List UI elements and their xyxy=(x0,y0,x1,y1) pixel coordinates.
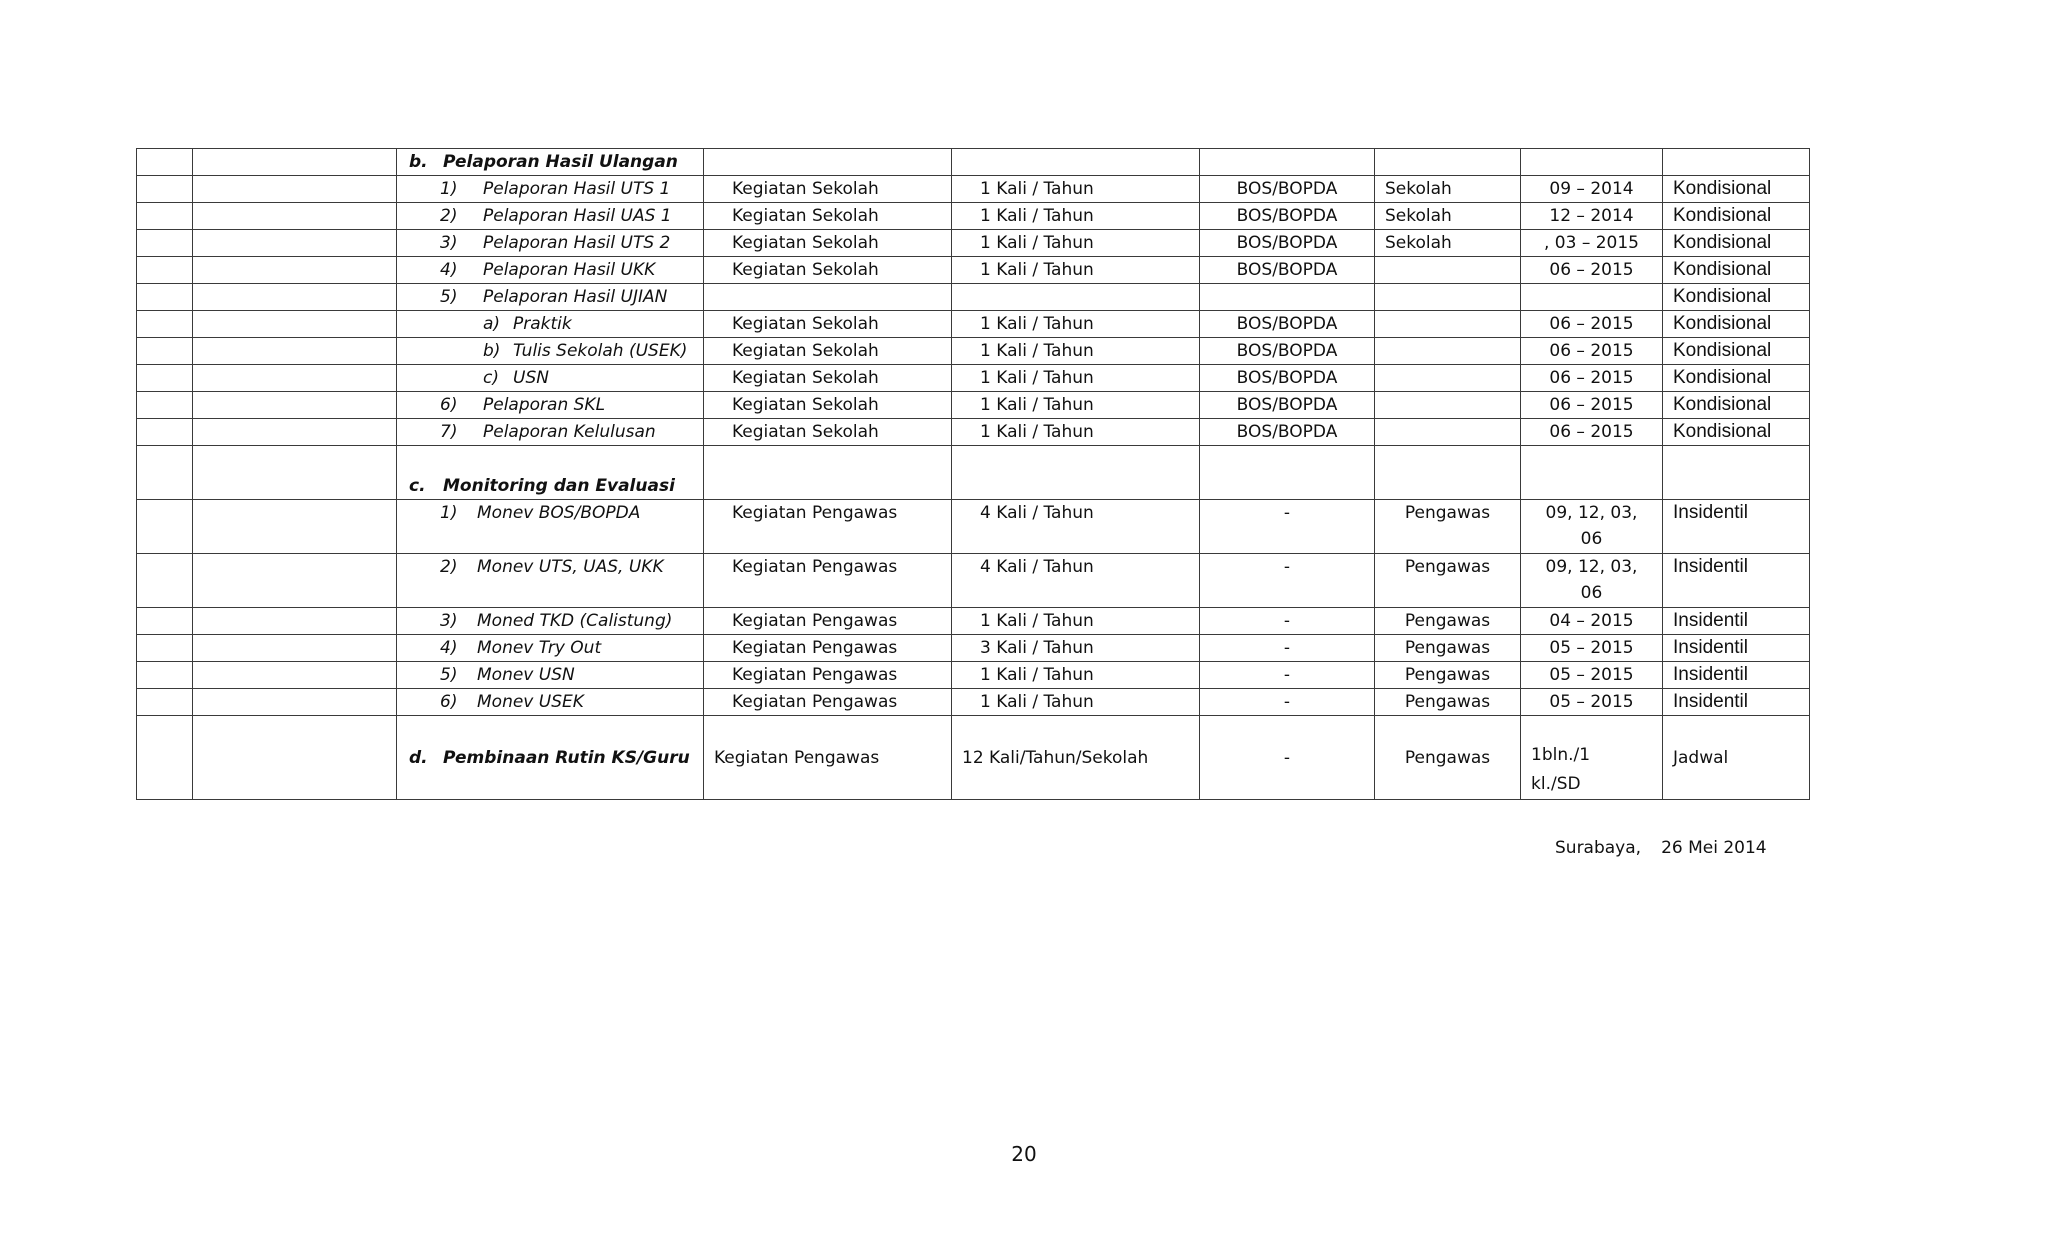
frequency: 1 Kali / Tahun xyxy=(980,206,1094,226)
frequency: 1 Kali / Tahun xyxy=(980,395,1094,415)
frequency: 1 Kali / Tahun xyxy=(980,179,1094,199)
subitem-letter: b) xyxy=(483,341,501,361)
item-number: 7) xyxy=(440,422,458,442)
executor: Pengawas xyxy=(1404,747,1491,768)
page-number: 20 xyxy=(1011,1142,1037,1166)
table-row xyxy=(137,203,1810,230)
item-number: 2) xyxy=(440,557,458,577)
signature-place-date xyxy=(1555,838,1767,858)
executor: Sekolah xyxy=(1385,179,1452,199)
activity-type: Kegiatan Pengawas xyxy=(732,638,898,658)
funding: - xyxy=(1283,611,1291,631)
frequency: 1 Kali / Tahun xyxy=(980,611,1094,631)
frequency: 3 Kali / Tahun xyxy=(980,638,1094,658)
schedule-time-continued: 06 xyxy=(1580,529,1603,549)
remark: Kondisional xyxy=(1673,205,1772,226)
funding: BOS/BOPDA xyxy=(1236,341,1338,361)
activity-type: Kegiatan Sekolah xyxy=(732,422,879,442)
remark: Kondisional xyxy=(1673,259,1772,280)
remark: Jadwal xyxy=(1673,747,1729,768)
executor: Sekolah xyxy=(1385,206,1452,226)
schedule-time: 06 – 2015 xyxy=(1549,422,1634,442)
frequency: 1 Kali / Tahun xyxy=(980,341,1094,361)
table-row xyxy=(137,662,1810,689)
activity-type: Kegiatan Sekolah xyxy=(732,206,879,226)
remark: Kondisional xyxy=(1673,367,1772,388)
remark: Insidentil xyxy=(1673,556,1748,577)
funding: BOS/BOPDA xyxy=(1236,260,1338,280)
section-title: Pelaporan Hasil Ulangan xyxy=(443,152,678,172)
item-number: 4) xyxy=(440,260,458,280)
item-number: 2) xyxy=(440,206,458,226)
funding: - xyxy=(1283,503,1291,523)
frequency: 1 Kali / Tahun xyxy=(980,260,1094,280)
frequency: 4 Kali / Tahun xyxy=(980,503,1094,523)
executor: Pengawas xyxy=(1404,503,1491,523)
remark: Insidentil xyxy=(1673,610,1748,631)
section-title: Pembinaan Rutin KS/Guru xyxy=(443,747,690,768)
frequency: 12 Kali/Tahun/Sekolah xyxy=(962,747,1149,768)
funding: BOS/BOPDA xyxy=(1236,368,1338,388)
schedule-time: 09 – 2014 xyxy=(1549,179,1634,199)
item-label: Monev UTS, UAS, UKK xyxy=(477,557,664,577)
executor: Pengawas xyxy=(1404,638,1491,658)
table-row xyxy=(137,608,1810,635)
table-row xyxy=(137,311,1810,338)
signature-city: Surabaya, xyxy=(1555,838,1642,858)
schedule-time: 06 – 2015 xyxy=(1549,260,1634,280)
table-row xyxy=(137,446,1810,500)
activity-type: Kegiatan Sekolah xyxy=(732,368,879,388)
frequency: 4 Kali / Tahun xyxy=(980,557,1094,577)
item-label: Monev USEK xyxy=(477,692,584,712)
schedule-time: 05 – 2015 xyxy=(1549,692,1634,712)
frequency: 1 Kali / Tahun xyxy=(980,314,1094,334)
schedule-time: 09, 12, 03, xyxy=(1545,557,1638,577)
schedule-time: 06 – 2015 xyxy=(1549,395,1634,415)
table-row xyxy=(137,635,1810,662)
item-label: Monev Try Out xyxy=(477,638,602,658)
funding: BOS/BOPDA xyxy=(1236,206,1338,226)
remark: Insidentil xyxy=(1673,664,1748,685)
remark: Kondisional xyxy=(1673,421,1772,442)
section-title: Monitoring dan Evaluasi xyxy=(443,476,675,496)
table-row xyxy=(137,419,1810,446)
schedule-time: 05 – 2015 xyxy=(1549,665,1634,685)
item-label: Pelaporan Hasil UKK xyxy=(483,260,656,280)
item-number: 1) xyxy=(440,503,458,523)
subitem-label: USN xyxy=(513,368,549,388)
remark: Kondisional xyxy=(1673,394,1772,415)
funding: BOS/BOPDA xyxy=(1236,314,1338,334)
item-number: 4) xyxy=(440,638,458,658)
schedule-time: 09, 12, 03, xyxy=(1545,503,1638,523)
item-number: 3) xyxy=(440,233,458,253)
table-row xyxy=(137,284,1810,311)
executor: Pengawas xyxy=(1404,692,1491,712)
funding: - xyxy=(1283,747,1291,768)
activity-schedule-table xyxy=(136,148,1810,800)
subitem-label: Praktik xyxy=(513,314,572,334)
executor: Pengawas xyxy=(1404,557,1491,577)
subitem-label: Tulis Sekolah (USEK) xyxy=(513,341,688,361)
remark: Kondisional xyxy=(1673,286,1772,307)
section-marker: c. xyxy=(409,476,426,496)
funding: - xyxy=(1283,557,1291,577)
item-label: Moned TKD (Calistung) xyxy=(477,611,673,631)
activity-type: Kegiatan Pengawas xyxy=(714,747,880,768)
remark: Kondisional xyxy=(1673,313,1772,334)
remark: Kondisional xyxy=(1673,178,1772,199)
item-label: Pelaporan Kelulusan xyxy=(483,422,656,442)
item-label: Pelaporan Hasil UTS 1 xyxy=(483,179,671,199)
table-row xyxy=(137,500,1810,554)
table-row xyxy=(137,365,1810,392)
schedule-time: 04 – 2015 xyxy=(1549,611,1634,631)
frequency: 1 Kali / Tahun xyxy=(980,368,1094,388)
item-label: Monev BOS/BOPDA xyxy=(477,503,641,523)
funding: - xyxy=(1283,638,1291,658)
schedule-time: 06 – 2015 xyxy=(1549,314,1634,334)
schedule-time: 12 – 2014 xyxy=(1549,206,1634,226)
remark: Kondisional xyxy=(1673,340,1772,361)
funding: BOS/BOPDA xyxy=(1236,422,1338,442)
activity-type: Kegiatan Sekolah xyxy=(732,341,879,361)
section-marker: b. xyxy=(409,152,428,172)
item-label: Pelaporan Hasil UAS 1 xyxy=(483,206,672,226)
activity-type: Kegiatan Pengawas xyxy=(732,611,898,631)
item-number: 5) xyxy=(440,287,458,307)
frequency: 1 Kali / Tahun xyxy=(980,233,1094,253)
executor: Pengawas xyxy=(1404,665,1491,685)
schedule-time: 05 – 2015 xyxy=(1549,638,1634,658)
activity-type: Kegiatan Sekolah xyxy=(732,179,879,199)
item-label: Pelaporan Hasil UJIAN xyxy=(483,287,668,307)
activity-type: Kegiatan Pengawas xyxy=(732,557,898,577)
frequency: 1 Kali / Tahun xyxy=(980,422,1094,442)
item-number: 3) xyxy=(440,611,458,631)
activity-type: Kegiatan Sekolah xyxy=(732,395,879,415)
funding: BOS/BOPDA xyxy=(1236,395,1338,415)
table-row xyxy=(137,689,1810,716)
table-row xyxy=(137,230,1810,257)
subitem-letter: a) xyxy=(483,314,501,334)
executor: Sekolah xyxy=(1385,233,1452,253)
funding: - xyxy=(1283,665,1291,685)
schedule-time: 06 – 2015 xyxy=(1549,341,1634,361)
remark: Insidentil xyxy=(1673,502,1748,523)
schedule-time-continued: 06 xyxy=(1580,583,1603,603)
table-row xyxy=(137,554,1810,608)
item-number: 6) xyxy=(440,692,458,712)
item-label: Pelaporan Hasil UTS 2 xyxy=(483,233,671,253)
table-row xyxy=(137,338,1810,365)
schedule-time-continued: kl./SD xyxy=(1531,774,1581,794)
subitem-letter: c) xyxy=(483,368,499,388)
frequency: 1 Kali / Tahun xyxy=(980,665,1094,685)
signature-date: 26 Mei 2014 xyxy=(1661,838,1767,858)
funding: BOS/BOPDA xyxy=(1236,233,1338,253)
frequency: 1 Kali / Tahun xyxy=(980,692,1094,712)
item-label: Monev USN xyxy=(477,665,575,685)
item-number: 5) xyxy=(440,665,458,685)
item-number: 6) xyxy=(440,395,458,415)
table-row xyxy=(137,257,1810,284)
activity-type: Kegiatan Sekolah xyxy=(732,260,879,280)
item-number: 1) xyxy=(440,179,458,199)
schedule-time: , 03 – 2015 xyxy=(1543,233,1639,253)
section-marker: d. xyxy=(409,747,428,768)
schedule-time: 06 – 2015 xyxy=(1549,368,1634,388)
table-row xyxy=(137,716,1810,800)
activity-type: Kegiatan Pengawas xyxy=(732,665,898,685)
schedule-time: 1bln./1 xyxy=(1531,745,1591,765)
table-row xyxy=(137,149,1810,176)
remark: Insidentil xyxy=(1673,637,1748,658)
executor: Pengawas xyxy=(1404,611,1491,631)
activity-type: Kegiatan Sekolah xyxy=(732,233,879,253)
funding: BOS/BOPDA xyxy=(1236,179,1338,199)
funding: - xyxy=(1283,692,1291,712)
activity-type: Kegiatan Pengawas xyxy=(732,503,898,523)
table-row xyxy=(137,176,1810,203)
remark: Insidentil xyxy=(1673,691,1748,712)
activity-type: Kegiatan Sekolah xyxy=(732,314,879,334)
remark: Kondisional xyxy=(1673,232,1772,253)
table-row xyxy=(137,392,1810,419)
item-label: Pelaporan SKL xyxy=(483,395,606,415)
activity-type: Kegiatan Pengawas xyxy=(732,692,898,712)
